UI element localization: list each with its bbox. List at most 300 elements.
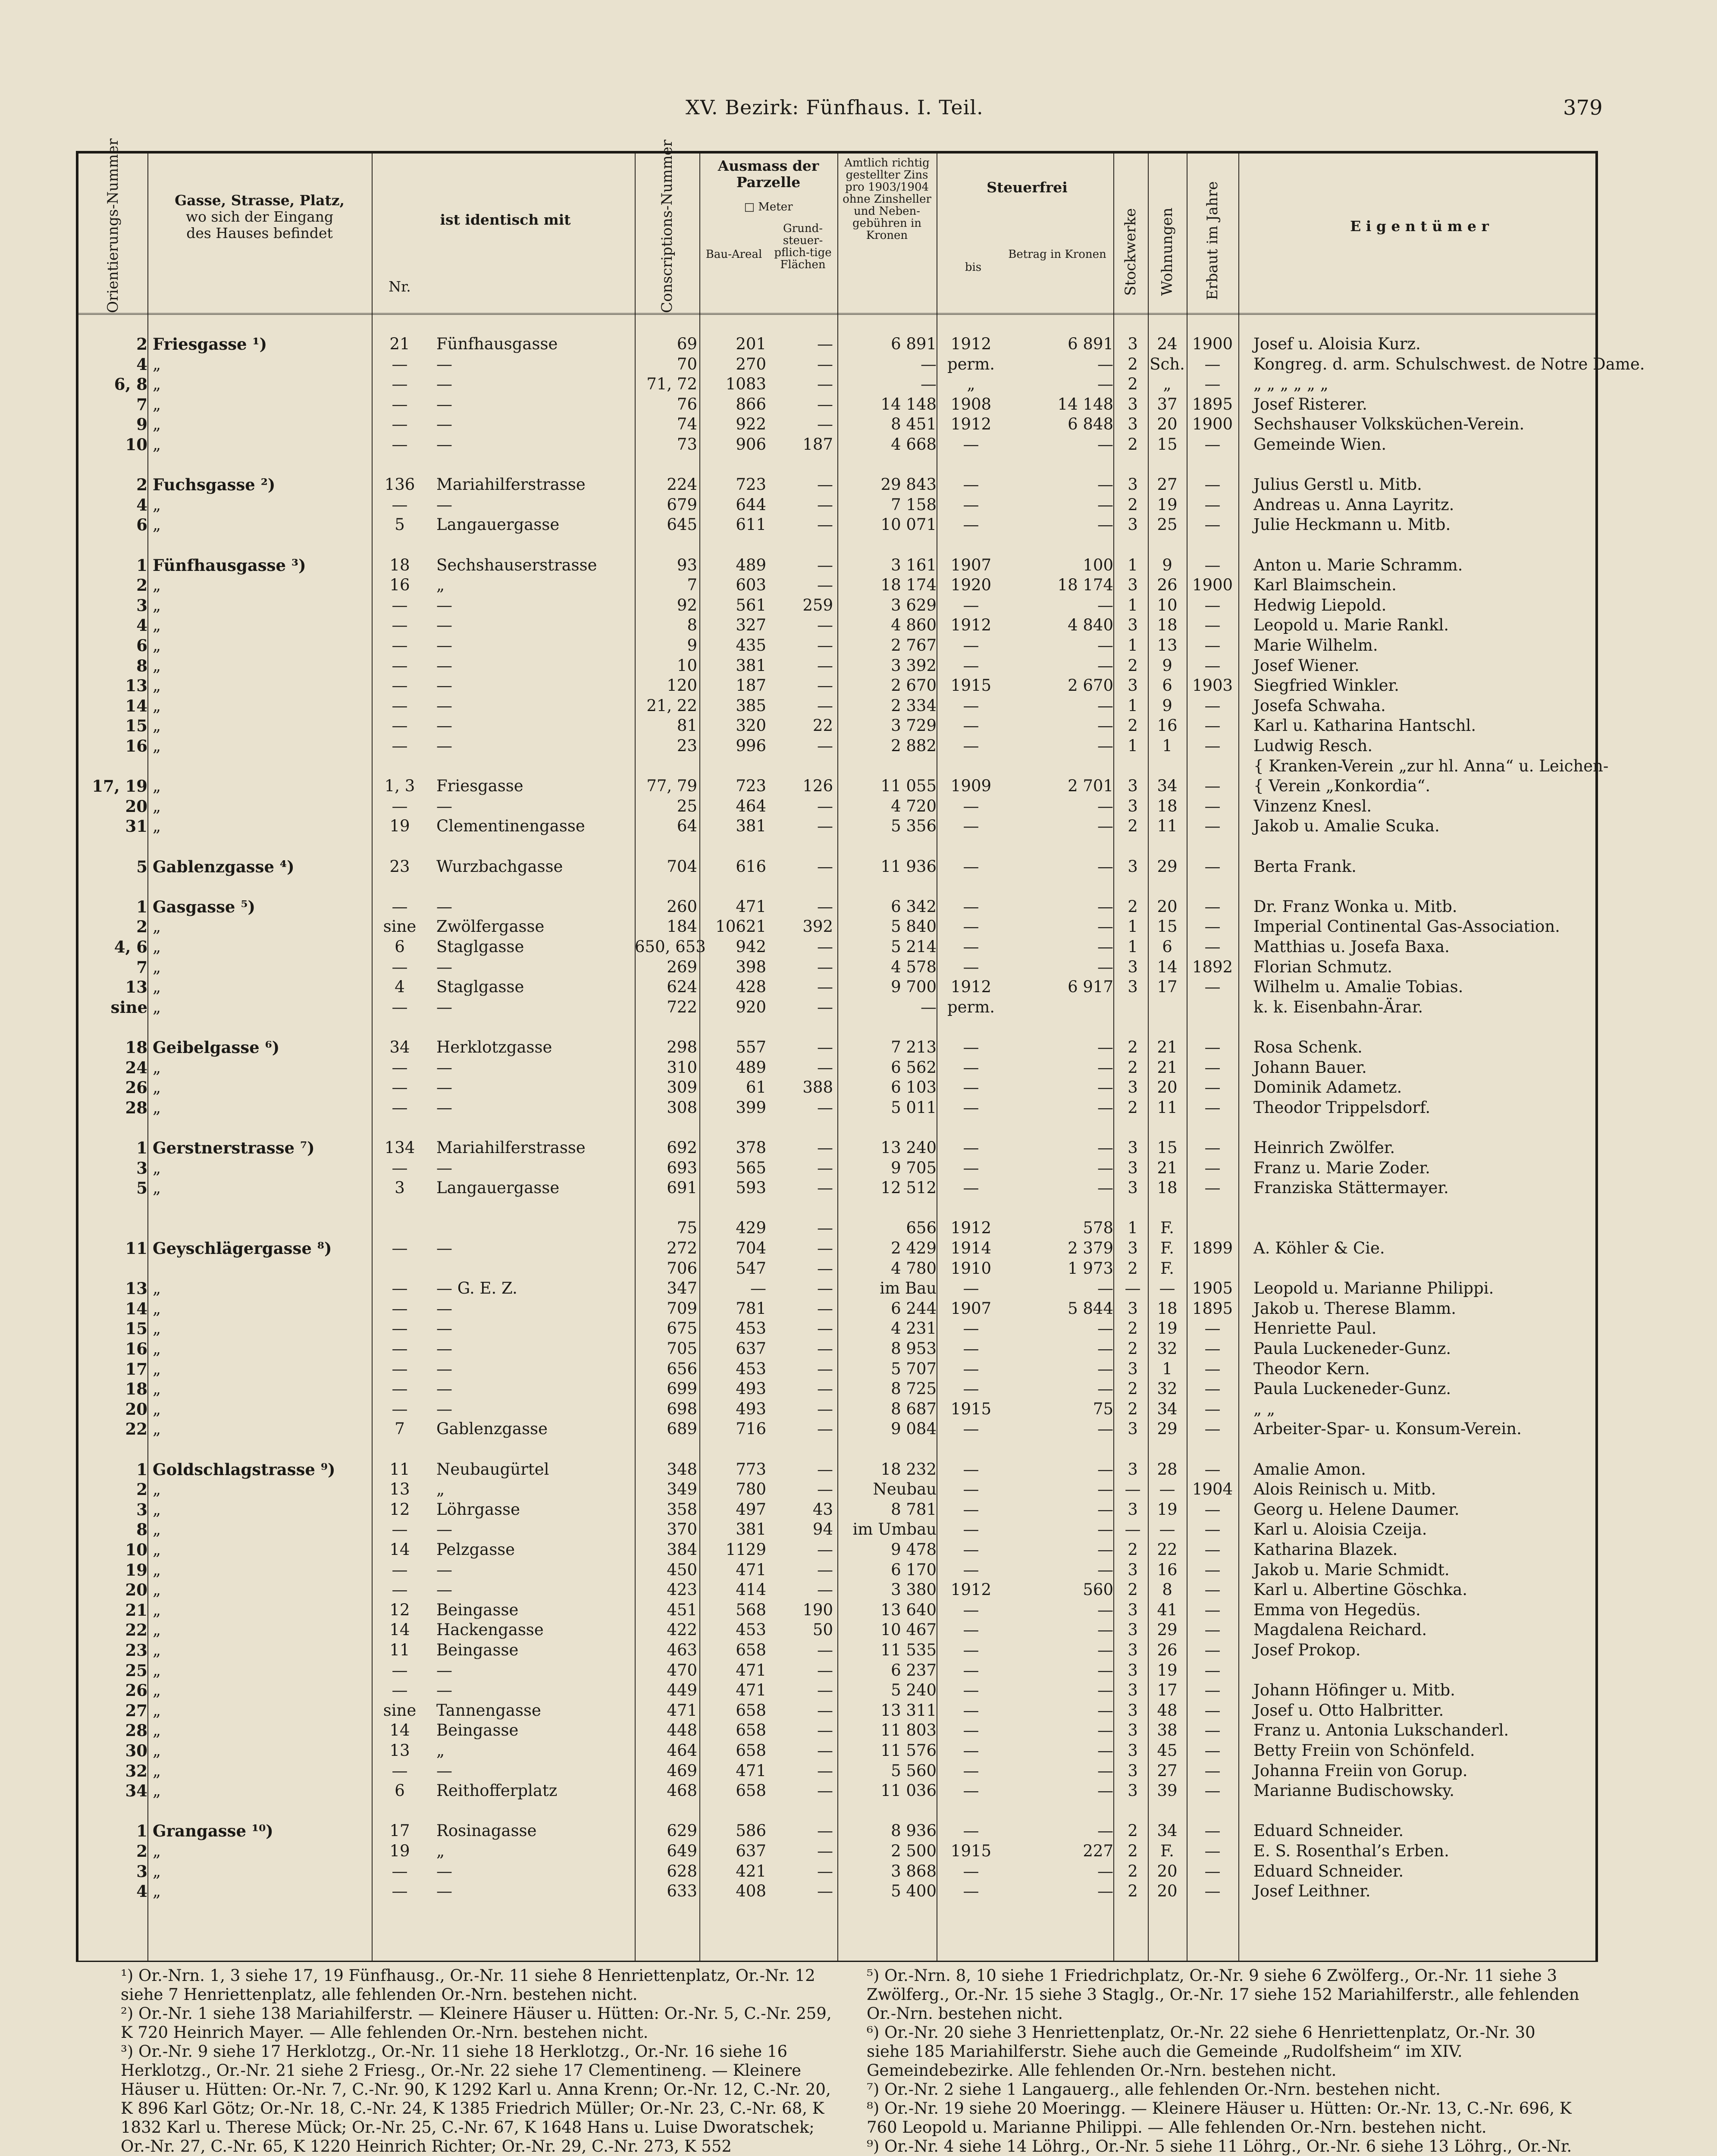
cell-ori: 13	[125, 978, 147, 997]
cell-grund: —	[817, 1219, 833, 1238]
cell-zins: 10 071	[880, 515, 937, 534]
cell-bau: 414	[736, 1580, 766, 1599]
cell-bis: —	[963, 1560, 979, 1579]
cell-stock: 3	[1128, 1420, 1138, 1438]
cell-ori: 10	[125, 435, 147, 454]
cell-erbaut: —	[1204, 1701, 1221, 1720]
cell-gasse: „	[153, 395, 161, 414]
footnote: ⁹) Or.-Nr. 4 siehe 14 Löhrg., Or.-Nr. 5 siehe 11 Löhrg., Or.-Nr. 6 siehe 13 Löhrg., Or.-Nr.	[867, 2137, 1572, 2156]
col-erbaut: Erbaut im Jahre	[1204, 181, 1221, 300]
footnote: ⁶) Or.-Nr. 20 siehe 3 Henriettenplatz, Or.-Nr. 22 siehe 6 Henriettenplatz, Or.-Nr. 30 siehe 185 Mariahilferstr. Siehe auch die Gemeinde „Rudolfsheim“ im XIV. Gemeindebezirke. Alle fehlenden Or.-Nrn. bestehen nicht.	[867, 2023, 1535, 2080]
cell-eigen: Jakob u. Marie Schmidt.	[1253, 1560, 1450, 1579]
cell-grund: —	[817, 1842, 833, 1860]
cell-eigen: Julie Heckmann u. Mitb.	[1253, 515, 1451, 534]
cell-betrag: 5 844	[1068, 1299, 1113, 1318]
cell-grund: 22	[812, 716, 833, 735]
cell-betrag: 227	[1083, 1842, 1113, 1860]
cell-betrag: —	[1097, 917, 1113, 936]
cell-bau: 493	[736, 1399, 766, 1418]
cell-ori: 15	[125, 716, 147, 736]
cell-ident: Beingasse	[436, 1641, 519, 1659]
col-steuerfrei: Steuerfrei	[987, 179, 1068, 196]
cell-grund: —	[817, 335, 833, 353]
cell-nr: 21	[389, 335, 410, 353]
table-row	[78, 455, 1595, 474]
cell-cons: 73	[677, 435, 697, 454]
cell-wohn: 29	[1157, 1620, 1178, 1639]
table-row	[78, 1480, 1595, 1499]
cell-bau: 723	[736, 777, 766, 796]
cell-zins: 5 240	[891, 1681, 937, 1700]
cell-ident: —	[436, 997, 452, 1016]
cell-nr: —	[392, 1661, 408, 1680]
cell-nr: 12	[389, 1500, 410, 1519]
col-gasse-line2: wo sich der Eingang	[185, 208, 334, 225]
cell-gasse: „	[153, 1420, 161, 1438]
table-row	[78, 1601, 1595, 1620]
cell-zins: 14 148	[880, 395, 937, 414]
table-row	[78, 676, 1595, 695]
cell-wohn: 9	[1162, 656, 1172, 675]
cell-gasse: „	[153, 1319, 161, 1338]
cell-bau: —	[750, 1279, 766, 1298]
table-row	[78, 897, 1595, 916]
table-row	[78, 616, 1595, 635]
cell-eigen: Matthias u. Josefa Baxa.	[1253, 937, 1450, 956]
cell-grund: —	[817, 1661, 833, 1680]
cell-bis: 1909	[950, 777, 992, 796]
cell-bis: 1912	[950, 978, 992, 997]
cell-cons: 692	[667, 1138, 697, 1157]
cell-eigen: Vinzenz Knesl.	[1253, 796, 1372, 815]
cell-wohn: 10	[1157, 595, 1178, 614]
table-row	[78, 1821, 1595, 1840]
col-orientierung: Orientierungs-Nummer	[104, 138, 122, 313]
cell-ori: 17	[125, 1359, 147, 1379]
cell-nr: —	[392, 1882, 408, 1901]
cell-wohn: 37	[1157, 395, 1178, 414]
cell-cons: 9	[687, 636, 697, 655]
cell-bis: —	[963, 1781, 979, 1800]
cell-nr: 18	[389, 555, 410, 574]
cell-stock: 2	[1128, 716, 1138, 735]
cell-stock: 2	[1128, 1339, 1138, 1358]
cell-stock: 3	[1128, 857, 1138, 876]
cell-ident: Langauergasse	[436, 1178, 560, 1197]
col-grund: Grund-steuer-pflich-tige Flächen	[774, 222, 832, 271]
cell-cons: 81	[677, 716, 697, 735]
cell-grund: —	[817, 1178, 833, 1197]
cell-gasse: „	[153, 978, 161, 997]
cell-ident: —	[436, 1339, 452, 1358]
cell-grund: —	[817, 636, 833, 655]
cell-bau: 327	[736, 616, 766, 635]
cell-erbaut: —	[1204, 796, 1221, 815]
cell-erbaut: —	[1204, 1138, 1221, 1157]
cell-grund: 43	[812, 1500, 833, 1519]
cell-erbaut: —	[1204, 1821, 1221, 1840]
cell-gasse: „	[153, 595, 161, 614]
cell-bis: perm.	[947, 997, 995, 1016]
cell-bau: 637	[736, 1842, 766, 1860]
cell-ident: Sechshauserstrasse	[436, 555, 597, 574]
cell-erbaut: 1899	[1192, 1239, 1233, 1257]
col-bau: Bau-Areal	[705, 248, 762, 261]
cell-stock: 3	[1128, 1359, 1138, 1378]
cell-bau: 385	[736, 696, 766, 715]
cell-bau: 464	[736, 796, 766, 815]
cell-wohn: 1	[1162, 1359, 1172, 1378]
cell-erbaut: —	[1204, 1379, 1221, 1398]
cell-nr: —	[392, 1359, 408, 1378]
cell-bis: perm.	[947, 354, 995, 373]
cell-betrag: 6 848	[1068, 415, 1113, 434]
cell-gasse: „	[153, 917, 161, 936]
cell-zins: 6 891	[891, 335, 937, 353]
cell-nr: 7	[395, 1420, 405, 1438]
cell-cons: 21, 22	[646, 696, 697, 715]
cell-eigen: Karl u. Aloisia Czeija.	[1253, 1520, 1427, 1539]
cell-betrag: —	[1097, 1540, 1113, 1559]
cell-bis: —	[963, 475, 979, 494]
cell-gasse: Gerstnerstrasse ⁷)	[153, 1138, 315, 1157]
table-row	[78, 415, 1595, 434]
cell-grund: —	[817, 997, 833, 1016]
cell-betrag: —	[1097, 817, 1113, 836]
cell-wohn: 41	[1157, 1600, 1178, 1619]
cell-grund: —	[817, 1540, 833, 1559]
cell-nr: —	[392, 676, 408, 695]
cell-bis: —	[963, 1279, 979, 1298]
cell-betrag: —	[1097, 1339, 1113, 1358]
cell-grund: —	[817, 1861, 833, 1880]
cell-gasse: „	[153, 1600, 161, 1619]
cell-nr: 4	[395, 978, 405, 997]
cell-grund: —	[817, 1339, 833, 1358]
cell-stock: 1	[1128, 937, 1138, 956]
cell-zins: 2 882	[891, 736, 937, 755]
footnote: ⁵) Or.-Nrn. 8, 10 siehe 1 Friedrichplatz, Or.-Nr. 9 siehe 6 Zwölferg., Or.-Nr. 11 siehe 3 Zwölferg., Or.-Nr. 15 siehe 3 Staglg., Or.-Nr. 17 siehe 152 Mariahilferstr., alle fehlenden Or.-Nrn. bestehen nicht.	[867, 1966, 1579, 2023]
table-row	[78, 395, 1595, 414]
cell-wohn: 21	[1157, 1038, 1178, 1056]
cell-cons: 423	[667, 1580, 697, 1599]
cell-gasse: „	[153, 616, 161, 635]
table-row	[78, 917, 1595, 936]
cell-stock: 2	[1128, 1259, 1138, 1278]
cell-wohn: 18	[1157, 1299, 1178, 1318]
table-row	[78, 696, 1595, 715]
cell-zins: 4 720	[891, 796, 937, 815]
table-row	[78, 1641, 1595, 1660]
cell-bau: 780	[736, 1480, 766, 1499]
cell-ident: Rosinagasse	[436, 1821, 537, 1840]
cell-gasse: „	[153, 1861, 161, 1880]
cell-nr: —	[392, 1560, 408, 1579]
cell-stock: 2	[1128, 1058, 1138, 1077]
cell-erbaut: —	[1204, 1078, 1221, 1097]
cell-erbaut: —	[1204, 978, 1221, 997]
cell-ori: 16	[125, 1339, 147, 1358]
cell-stock: 3	[1128, 1661, 1138, 1680]
cell-bau: 547	[736, 1259, 766, 1278]
cell-erbaut: —	[1204, 1038, 1221, 1056]
cell-nr: —	[392, 997, 408, 1016]
cell-grund: —	[817, 495, 833, 514]
cell-gasse: „	[153, 957, 161, 976]
table-row	[78, 1018, 1595, 1037]
cell-ori: 3	[136, 1500, 147, 1519]
col-zins: Amtlich richtig gestellter Zins pro 1903/1904 ohne Zinsheller und Neben-gebühren in Kronen	[843, 157, 931, 242]
cell-wohn: 26	[1157, 1641, 1178, 1659]
cell-wohn: 39	[1157, 1781, 1178, 1800]
cell-ori: 1	[136, 1460, 147, 1479]
cell-bau: 399	[736, 1098, 766, 1117]
cell-nr: 11	[389, 1460, 410, 1479]
cell-eigen: Andreas u. Anna Layritz.	[1253, 495, 1454, 514]
page-number: 379	[1563, 96, 1603, 120]
cell-bis: —	[963, 917, 979, 936]
cell-erbaut: —	[1204, 1882, 1221, 1901]
cell-stock: 2	[1128, 1882, 1138, 1901]
cell-ident: Herklotzgasse	[436, 1038, 552, 1056]
cell-ident: Wurzbachgasse	[436, 857, 563, 876]
cell-eigen: A. Köhler & Cie.	[1253, 1239, 1385, 1257]
cell-cons: 705	[667, 1339, 697, 1358]
cell-zins: 3 629	[891, 595, 937, 614]
cell-betrag: —	[1097, 1460, 1113, 1479]
cell-eigen: Alois Reinisch u. Mitb.	[1253, 1480, 1436, 1499]
table-row	[78, 1540, 1595, 1559]
cell-zins: 11 535	[880, 1641, 937, 1659]
cell-zins: 5 560	[891, 1761, 937, 1780]
cell-stock: 3	[1128, 1681, 1138, 1700]
cell-cons: 469	[667, 1761, 697, 1780]
cell-betrag: —	[1097, 696, 1113, 715]
table-row	[78, 877, 1595, 896]
cell-ori: 1	[136, 897, 147, 916]
cell-bau: 453	[736, 1359, 766, 1378]
cell-zins: 8 953	[891, 1339, 937, 1358]
cell-eigen: Johanna Freiin von Gorup.	[1253, 1761, 1468, 1780]
cell-bau: 398	[736, 957, 766, 976]
cell-grund: —	[817, 1319, 833, 1338]
cell-bau: 471	[736, 897, 766, 916]
cell-betrag: 6 917	[1068, 978, 1113, 997]
cell-ori: 5	[136, 1178, 147, 1198]
cell-zins: 8 936	[891, 1821, 937, 1840]
cell-cons: 64	[677, 817, 697, 836]
table-row	[78, 756, 1609, 776]
cell-gasse: „	[153, 1761, 161, 1780]
table-row	[78, 1620, 1595, 1639]
cell-bis: —	[963, 1761, 979, 1780]
cell-ident: —	[436, 1861, 452, 1880]
cell-stock: —	[1125, 1520, 1141, 1539]
table-row	[78, 1681, 1595, 1700]
cell-eigen: Paula Luckeneder-Gunz.	[1253, 1379, 1451, 1398]
cell-wohn: 19	[1157, 1319, 1178, 1338]
cell-eigen: Magdalena Reichard.	[1253, 1620, 1427, 1639]
table-row	[78, 1781, 1595, 1800]
cell-betrag: —	[1097, 636, 1113, 655]
page-title: XV. Bezirk: Fünfhaus. I. Teil.	[686, 96, 984, 119]
cell-bis: —	[963, 1661, 979, 1680]
cell-ident: —	[436, 1359, 452, 1378]
cell-eigen: Jakob u. Amalie Scuka.	[1253, 817, 1440, 836]
cell-bis: —	[963, 857, 979, 876]
cell-ori: 3	[136, 1158, 147, 1178]
cell-ident: —	[436, 395, 452, 414]
cell-stock: 3	[1128, 395, 1138, 414]
cell-stock: 3	[1128, 796, 1138, 815]
cell-zins: 8 725	[891, 1379, 937, 1398]
cell-erbaut: —	[1204, 1741, 1221, 1760]
cell-eigen: Anton u. Marie Schramm.	[1253, 555, 1463, 574]
cell-bau: 428	[736, 978, 766, 997]
cell-grund: —	[817, 1038, 833, 1056]
cell-wohn: 16	[1157, 716, 1178, 735]
cell-betrag: —	[1097, 1721, 1113, 1740]
cell-wohn: 17	[1157, 978, 1178, 997]
cell-grund: 259	[802, 595, 833, 614]
cell-grund: —	[817, 415, 833, 434]
cell-bau: 658	[736, 1701, 766, 1720]
cell-ident: —	[436, 1239, 452, 1257]
cell-ori: 5	[136, 857, 147, 876]
cell-betrag: 2 670	[1068, 676, 1113, 695]
cell-ident: —	[436, 1661, 452, 1680]
cell-betrag: 4 840	[1068, 616, 1113, 635]
table-row	[78, 596, 1595, 615]
cell-wohn: F.	[1160, 1259, 1174, 1278]
cell-betrag: —	[1097, 736, 1113, 755]
cell-stock: 3	[1128, 1460, 1138, 1479]
cell-ori: 14	[125, 1299, 147, 1318]
cell-ident: —	[436, 796, 452, 815]
footnote: ⁷) Or.-Nr. 2 siehe 1 Langauerg., alle fehlenden Or.-Nrn. bestehen nicht.	[867, 2080, 1441, 2099]
cell-bis: —	[963, 656, 979, 675]
cell-bis: 1915	[950, 1842, 992, 1860]
cell-wohn: 18	[1157, 1178, 1178, 1197]
cell-gasse: „	[153, 1359, 161, 1378]
cell-grund: —	[817, 555, 833, 574]
cell-ori: 3	[136, 1861, 147, 1881]
cell-bau: 866	[736, 395, 766, 414]
cell-gasse: „	[153, 1339, 161, 1358]
cell-ori: 20	[125, 1399, 147, 1419]
cell-ident: Neubaugürtel	[436, 1460, 549, 1479]
cell-stock: 3	[1128, 1620, 1138, 1639]
cell-bau: 942	[736, 937, 766, 956]
cell-gasse: „	[153, 435, 161, 454]
cell-gasse: „	[153, 495, 161, 514]
cell-ident: Mariahilferstrasse	[436, 475, 586, 494]
cell-betrag: —	[1097, 354, 1113, 373]
cell-betrag: —	[1097, 1038, 1113, 1056]
cell-bis: —	[963, 796, 979, 815]
cell-nr: 16	[389, 576, 410, 595]
cell-ident: Pelzgasse	[436, 1540, 515, 1559]
cell-wohn: „	[1163, 375, 1172, 394]
cell-betrag: —	[1097, 1480, 1113, 1499]
cell-wohn: 27	[1157, 1761, 1178, 1780]
cell-bau: 616	[736, 857, 766, 876]
cell-gasse: „	[153, 1580, 161, 1599]
cell-erbaut: 1895	[1192, 395, 1233, 414]
cell-eigen: Sechshauser Volksküchen-Verein.	[1253, 415, 1525, 434]
col-betrag: Betrag in Kronen	[1008, 248, 1106, 261]
cell-erbaut: 1905	[1192, 1279, 1233, 1298]
cell-grund: —	[817, 937, 833, 956]
table-row	[78, 1138, 1595, 1157]
cell-grund: —	[817, 1761, 833, 1780]
cell-nr: —	[392, 957, 408, 976]
cell-bau: 378	[736, 1138, 766, 1157]
cell-erbaut: —	[1204, 1058, 1221, 1077]
cell-gasse: „	[153, 415, 161, 434]
cell-erbaut: 1900	[1192, 576, 1233, 595]
table-row	[78, 1460, 1595, 1479]
cell-bis: —	[963, 736, 979, 755]
cell-ori: 2	[136, 1480, 147, 1499]
cell-eigen: Julius Gerstl u. Mitb.	[1253, 475, 1422, 494]
cell-erbaut: —	[1204, 1781, 1221, 1800]
cell-erbaut: —	[1204, 636, 1221, 655]
cell-ori: 2	[136, 335, 147, 354]
cell-cons: 310	[667, 1058, 697, 1077]
cell-stock: 3	[1128, 1600, 1138, 1619]
cell-erbaut: —	[1204, 1560, 1221, 1579]
cell-zins: 656	[906, 1219, 937, 1238]
cell-wohn: 16	[1157, 1560, 1178, 1579]
cell-bis: 1912	[950, 616, 992, 635]
cell-zins: 2 334	[891, 696, 937, 715]
cell-stock: 3	[1128, 1158, 1138, 1177]
cell-ident: —	[436, 676, 452, 695]
cell-wohn: 24	[1157, 335, 1178, 353]
cell-ori: 6	[136, 636, 147, 655]
cell-cons: 650, 653	[635, 937, 706, 956]
cell-nr: —	[392, 716, 408, 735]
cell-betrag: —	[1097, 1138, 1113, 1157]
cell-gasse: „	[153, 1158, 161, 1177]
cell-gasse: „	[153, 1721, 161, 1740]
cell-eigen: Marianne Budischowsky.	[1253, 1781, 1455, 1800]
cell-betrag: —	[1097, 1661, 1113, 1680]
cell-ori: 4	[136, 495, 147, 514]
cell-cons: 470	[667, 1661, 697, 1680]
cell-stock: 3	[1128, 1781, 1138, 1800]
cell-betrag: —	[1097, 1861, 1113, 1880]
cell-wohn: 18	[1157, 796, 1178, 815]
cell-eigen: Emma von Hegedüs.	[1253, 1600, 1421, 1619]
cell-bis: —	[963, 1540, 979, 1559]
cell-bis: —	[963, 1882, 979, 1901]
cell-bis: —	[963, 1480, 979, 1499]
cell-ori: 6, 8	[114, 375, 147, 394]
cell-erbaut: 1900	[1192, 335, 1233, 353]
cell-cons: 633	[667, 1882, 697, 1901]
cell-betrag: 2 379	[1068, 1239, 1113, 1257]
cell-wohn: 6	[1162, 937, 1172, 956]
cell-cons: 25	[677, 796, 697, 815]
table-row	[78, 837, 1595, 856]
cell-cons: 298	[667, 1038, 697, 1056]
cell-erbaut: —	[1204, 777, 1221, 796]
cell-erbaut: —	[1204, 1661, 1221, 1680]
cell-wohn: —	[1159, 1279, 1175, 1298]
cell-bau: 557	[736, 1038, 766, 1056]
